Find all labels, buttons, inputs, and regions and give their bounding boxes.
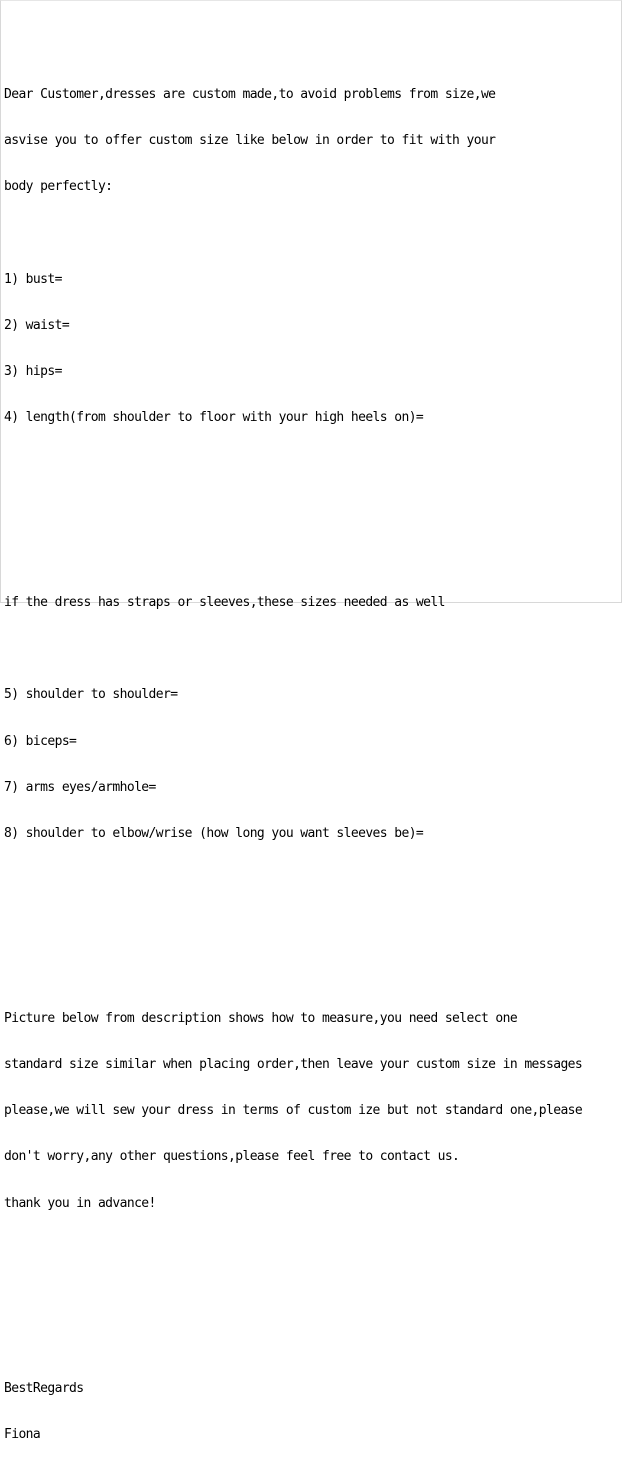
intro-line: asvise you to offer custom size like below in order to fit with your [4,133,496,149]
blank-line [4,918,622,933]
blank-line [4,965,622,980]
measurement-sleeve-length: 8) shoulder to elbow/wrise (how long you want sleeves be)= [4,826,424,842]
blank-line [4,641,622,656]
measurement-waist: 2) waist= [4,317,70,333]
instructions-line: Picture below from description shows how to measure,you need select one [4,1010,518,1026]
measurement-length: 4) length(from shoulder to floor with your high heels on)= [4,410,424,426]
blank-line [4,225,622,240]
straps-sleeves-note: if the dress has straps or sleeves,these sizes needed as well [4,595,445,611]
measurement-biceps: 6) biceps= [4,733,77,749]
blank-line [4,872,622,887]
instructions-line: please,we will sew your dress in terms of custom ize but not standard one,please [4,1103,583,1119]
signature-name: Fiona [4,1426,41,1442]
instructions-line: standard size similar when placing order,then leave your custom size in messages [4,1057,583,1073]
measurement-hips: 3) hips= [4,364,62,380]
blank-line [4,1334,622,1349]
blank-line [4,549,622,564]
greeting-line: Dear Customer,dresses are custom made,to avoid problems from size,we [4,86,496,102]
message-body [4,56,622,1473]
intro-line: body perfectly: [4,179,113,195]
instructions-line: don't worry,any other questions,please feel free to contact us. [4,1149,460,1165]
blank-line [4,1288,622,1303]
measurement-shoulder: 5) shoulder to shoulder= [4,687,178,703]
blank-line [4,503,622,518]
blank-line [4,1242,622,1257]
signoff-line: BestRegards [4,1380,84,1396]
measurement-bust: 1) bust= [4,271,62,287]
thanks-line: thank you in advance! [4,1195,156,1211]
measurement-armhole: 7) arms eyes/armhole= [4,779,156,795]
blank-line [4,456,622,471]
